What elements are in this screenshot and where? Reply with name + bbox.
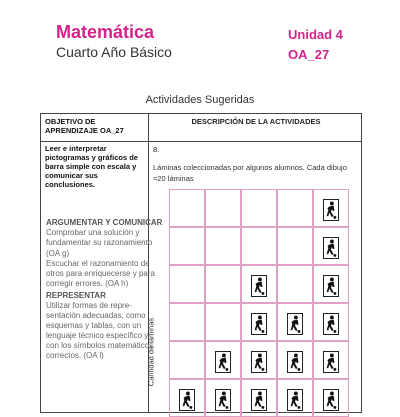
skill-line: Escuchar el razonamiento de (46, 259, 150, 268)
soccer-player-icon (251, 275, 267, 297)
activity-description: Láminas coleccionadas por algunos alumnos. Cada dibujo =20 láminas (153, 163, 347, 183)
soccer-player-icon (287, 351, 303, 373)
pictogram-cell (277, 189, 313, 227)
soccer-player-icon (323, 199, 339, 221)
skill-line: sentación adecuadas, como (46, 311, 146, 320)
skill-heading: REPRESENTAR (46, 291, 106, 300)
header-title: Matemática (56, 22, 155, 42)
soccer-player-icon (287, 389, 303, 411)
pictogram-cell (169, 227, 205, 265)
skill-line: correctos. (OA l) (46, 351, 104, 360)
soccer-player-icon (323, 237, 339, 259)
oa-label: OA_27 (288, 47, 330, 62)
soccer-player-icon (179, 389, 195, 411)
soccer-player-icon (251, 351, 267, 373)
pictogram-cell (169, 189, 205, 227)
pictogram-cell (277, 227, 313, 265)
pictogram-cell (241, 189, 277, 227)
skill-line: (OA g) (46, 249, 70, 258)
soccer-player-icon (251, 389, 267, 411)
skill-line: otros para enriquecerse y para (46, 269, 155, 278)
soccer-player-icon (323, 351, 339, 373)
pictogram-cell (205, 303, 241, 341)
description-column-header: DESCRIPCIÓN DE LA ACTIVIDADES (191, 117, 321, 126)
pictogram-cell (205, 227, 241, 265)
soccer-player-icon (287, 313, 303, 335)
unit-label: Unidad 4 (288, 27, 343, 42)
skill-line: Utilizar formas de repre- (46, 301, 132, 310)
soccer-player-icon (323, 275, 339, 297)
pictogram-cell (205, 265, 241, 303)
skill-heading: ARGUMENTAR Y COMUNICAR (46, 218, 163, 227)
skill-line: esquemas y tablas, con un (46, 321, 142, 330)
pictogram-cell (169, 303, 205, 341)
pictogram-cell (241, 227, 277, 265)
skill-line: con los símbolos matemáticos (46, 341, 154, 350)
pictogram-cell (205, 189, 241, 227)
skill-line: corregir errores. (OA h) (46, 279, 129, 288)
skill-line: Comprobar una solución y (46, 228, 140, 237)
activity-number: 8. (153, 145, 160, 154)
pictogram-cell (277, 265, 313, 303)
objective-column-header: OBJETIVO DE APRENDIZAJE OA_27 (45, 117, 124, 135)
y-axis-label: Cantidad de láminas (146, 317, 156, 387)
pictogram-cell (169, 341, 205, 379)
header-divider (41, 141, 361, 142)
soccer-player-icon (323, 313, 339, 335)
header-subtitle: Cuarto Año Básico (56, 44, 172, 60)
pictogram-cell (169, 265, 205, 303)
soccer-player-icon (323, 389, 339, 411)
soccer-player-icon (215, 389, 231, 411)
soccer-player-icon (215, 351, 231, 373)
skill-line: lenguaje técnico específico y (46, 331, 149, 340)
skill-line: fundamentar su razonamiento (46, 238, 153, 247)
soccer-player-icon (251, 313, 267, 335)
objective-text: Leer e interpretar pictogramas y gráficos de barra simple con escala y comunicar sus conclusiones. (45, 144, 138, 189)
section-title: Actividades Sugeridas (145, 94, 255, 106)
